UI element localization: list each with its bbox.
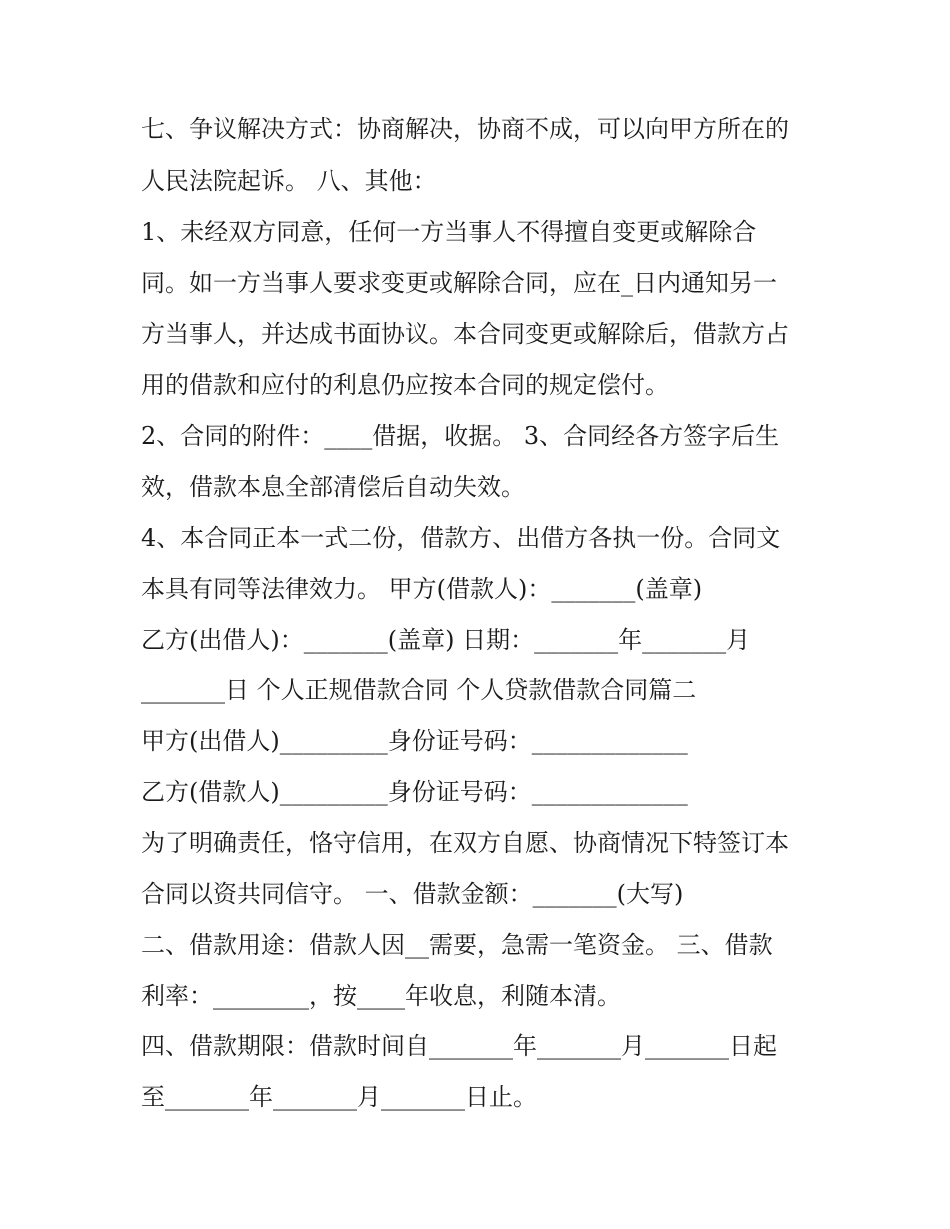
paragraph-line: 本具有同等法律效力。 甲方(借款人)：_______(盖章) <box>141 575 703 603</box>
paragraph-line: 乙方(借款人)_________身份证号码：_____________ <box>141 778 688 806</box>
paragraph-line: 为了明确责任，恪守信用，在双方自愿、协商情况下特签订本 <box>141 829 789 857</box>
paragraph-line: 1、未经双方同意，任何一方当事人不得擅自变更或解除合 <box>141 218 757 246</box>
paragraph-line: 人民法院起诉。 八、其他： <box>141 167 437 195</box>
paragraph-line: 用的借款和应付的利息仍应按本合同的规定偿付。 <box>141 371 669 399</box>
paragraph-line: _______日 个人正规借款合同 个人贷款借款合同篇二 <box>141 676 697 704</box>
paragraph-line: 同。如一方当事人要求变更或解除合同，应在_日内通知另一 <box>141 269 777 297</box>
paragraph-line: 乙方(出借人)：_______(盖章) 日期：_______年_______月 <box>141 626 751 654</box>
paragraph-line: 二、借款用途：借款人因__需要，急需一笔资金。 三、借款 <box>141 931 773 959</box>
paragraph-line: 甲方(出借人)_________身份证号码：_____________ <box>141 727 688 755</box>
paragraph-line: 效，借款本息全部清偿后自动失效。 <box>141 473 525 501</box>
paragraph-line: 4、本合同正本一式二份，借款方、出借方各执一份。合同文 <box>141 524 781 552</box>
paragraph-line: 至_______年_______月_______日止。 <box>141 1083 537 1111</box>
paragraph-line: 四、借款期限：借款时间自_______年_______月_______日起 <box>141 1032 777 1060</box>
paragraph-line: 2、合同的附件：____借据，收据。 3、合同经各方签字后生 <box>141 422 780 450</box>
paragraph-line: 方当事人，并达成书面协议。本合同变更或解除后，借款方占 <box>141 320 789 348</box>
paragraph-line: 合同以资共同信守。 一、借款金额：_______(大写) <box>141 880 684 908</box>
paragraph-line: 利率：________，按____年收息，利随本清。 <box>141 982 621 1010</box>
paragraph-line: 七、争议解决方式：协商解决，协商不成，可以向甲方所在的 <box>141 115 789 143</box>
